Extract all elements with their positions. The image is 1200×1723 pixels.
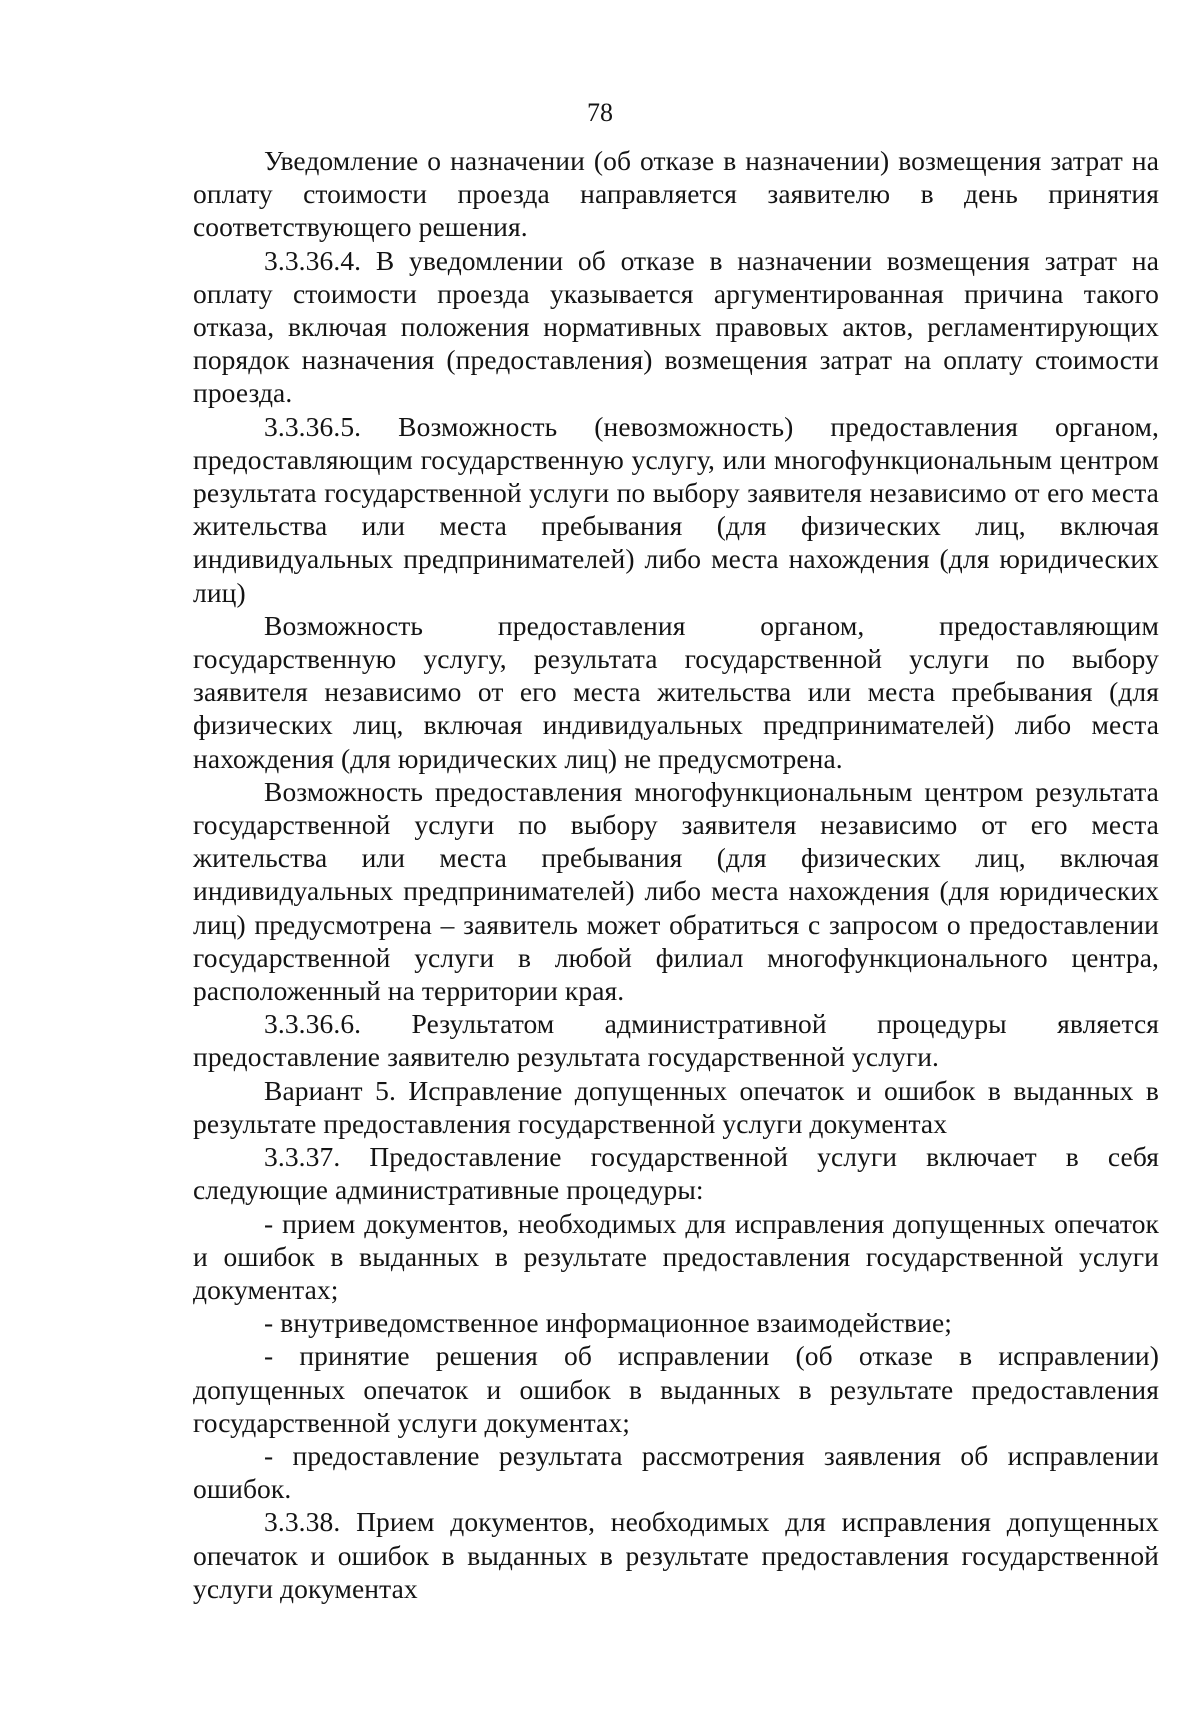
document-body	[193, 144, 1159, 1605]
paragraph-variant-5-heading: Вариант 5. Исправление допущенных опечаток и ошибок в выданных в результате предоставления государственной услуги документах	[193, 1074, 1159, 1139]
paragraph-possibility-mfc: Возможность предоставления многофункциональным центром результата государственной услуги по выбору заявителя независимо от его места жительства или места пребывания (для физических лиц, включая индивидуальных предпринимателей) либо места нахождения (для юридических лиц) предусмотрена – заявитель может обратиться с запросом о предоставлении государственной услуги в любой филиал многофункционального центра, расположенный на территории края.	[193, 775, 1159, 1007]
list-item-decision: - принятие решения об исправлении (об отказе в исправлении) допущенных опечаток и ошибок в выданных в результате предоставления государственной услуги документах;	[193, 1340, 1159, 1438]
paragraph-3-3-36-6: 3.3.36.6. Результатом административной процедуры является предоставление заявителю результата государственной услуги.	[193, 1008, 1159, 1073]
paragraph-3-3-37: 3.3.37. Предоставление государственной услуги включает в себя следующие административные процедуры:	[193, 1141, 1159, 1206]
paragraph-3-3-36-4: 3.3.36.4. В уведомлении об отказе в назначении возмещения затрат на оплату стоимости проезда указывается аргументированная причина такого отказа, включая положения нормативных правовых актов, регламентирующих порядок назначения (предоставления) возмещения затрат на оплату стоимости проезда.	[193, 244, 1159, 409]
paragraph-possibility-organ: Возможность предоставления органом, предоставляющим государственную услугу, результата государственной услуги по выбору заявителя независимо от его места жительства или места пребывания (для физических лиц, включая индивидуальных предпринимателей) либо места нахождения (для юридических лиц) не предусмотрена.	[193, 609, 1159, 774]
list-item-result: - предоставление результата рассмотрения заявления об исправлении ошибок.	[193, 1439, 1159, 1505]
page-number: 78	[587, 98, 613, 127]
paragraph-notification: Уведомление о назначении (об отказе в назначении) возмещения затрат на оплату стоимости проезда направляется заявителю в день принятия соответствующего решения.	[193, 145, 1159, 243]
list-item-reception: - прием документов, необходимых для исправления допущенных опечаток и ошибок в выданных в результате предоставления государственной услуги документах;	[193, 1207, 1159, 1305]
paragraph-3-3-38: 3.3.38. Прием документов, необходимых для исправления допущенных опечаток и ошибок в выданных в результате предоставления государственной услуги документах	[193, 1506, 1159, 1604]
list-item-interaction: - внутриведомственное информационное взаимодействие;	[264, 1307, 952, 1339]
paragraph-3-3-36-5: 3.3.36.5. Возможность (невозможность) предоставления органом, предоставляющим государственную услугу, или многофункциональным центром результата государственной услуги по выбору заявителя независимо от его места жительства или места пребывания (для физических лиц, включая индивидуальных предпринимателей) либо места нахождения (для юридических лиц)	[193, 410, 1159, 608]
